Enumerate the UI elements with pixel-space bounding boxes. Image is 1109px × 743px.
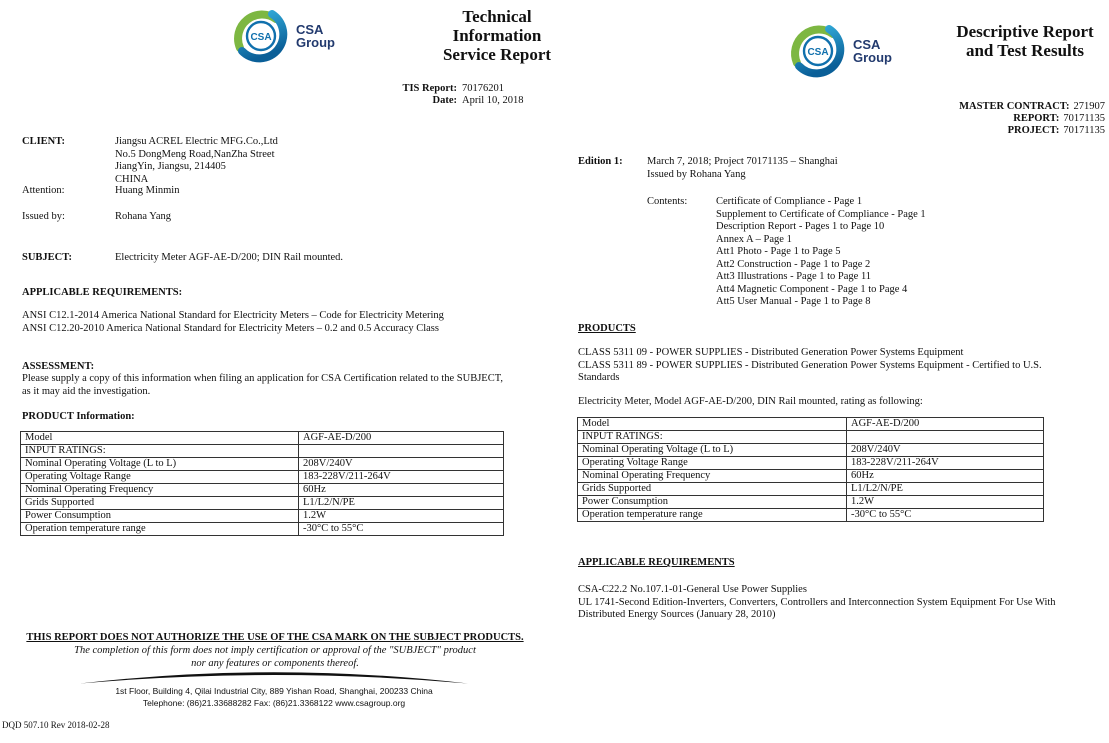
edition-label: Edition 1:	[578, 156, 623, 167]
disclaimer-bold-line: THIS REPORT DOES NOT AUTHORIZE THE USE OF THE CSA MARK ON THE SUBJECT PRODUCTS.	[26, 632, 524, 643]
subject-value: Electricity Meter AGF-AE-D/200; DIN Rail mounted.	[115, 252, 344, 263]
contents-item: Certificate of Compliance - Page 1	[716, 196, 863, 207]
issued-by-value: Rohana Yang	[115, 211, 172, 222]
contents-list	[716, 196, 926, 309]
contents-item: Att4 Magnetic Component - Page 1 to Page 4	[716, 283, 908, 295]
subject-label: SUBJECT:	[22, 252, 72, 263]
product-table-left	[20, 431, 504, 536]
table-row	[578, 444, 1043, 457]
table-cell-label: Model	[578, 418, 847, 430]
table-cell-value: 208V/240V	[303, 458, 353, 469]
table-row	[578, 431, 1043, 444]
meta-label: PROJECT:	[1007, 125, 1060, 136]
contents-label: Contents:	[647, 196, 688, 207]
requirement-line: ANSI C12.20-2010 America National Standard for Electricity Meters – 0.2 and 0.5 Accuracy Class	[22, 322, 439, 334]
issued-by-label: Issued by:	[22, 211, 65, 222]
table-cell-label: Nominal Operating Voltage (L to L)	[21, 458, 299, 470]
report-title-left	[413, 7, 581, 64]
table-row	[21, 445, 503, 458]
table-cell-label: Nominal Operating Frequency	[21, 484, 299, 496]
attention-label: Attention:	[22, 185, 65, 196]
contents-item: Annex A – Page 1	[716, 233, 792, 245]
table-cell-value: -30°C to 55°C	[851, 509, 912, 520]
table-cell-value	[847, 431, 1043, 443]
footer-line: Telephone: (86)21.33688282 Fax: (86)21.3368122 www.csagroup.org	[142, 697, 406, 708]
doc-reference: DQD 507.10 Rev 2018-02-28	[2, 720, 110, 730]
report-title-line: Technical	[462, 7, 532, 26]
table-row	[21, 523, 503, 535]
table-row	[21, 458, 503, 471]
disclaimer-italic-lines	[20, 645, 530, 670]
report-meta-right	[905, 101, 1105, 137]
table-cell-label: Power Consumption	[21, 510, 299, 522]
meta-label: MASTER CONTRACT:	[959, 101, 1070, 112]
table-row	[21, 510, 503, 523]
client-address-line: No.5 DongMeng Road,NanZha Street	[115, 148, 275, 160]
table-cell-label: Power Consumption	[578, 496, 847, 508]
table-row	[21, 432, 503, 445]
footer-address	[62, 686, 486, 709]
brand-line: Group	[296, 35, 335, 50]
meta-row	[905, 125, 1105, 137]
table-row	[21, 497, 503, 510]
report-meta-left	[362, 83, 562, 107]
table-cell-value: AGF-AE-D/200	[303, 432, 372, 443]
client-address-line: CHINA	[115, 173, 149, 185]
table-cell-label: INPUT RATINGS:	[21, 445, 299, 457]
assessment-heading: ASSESSMENT:	[22, 361, 95, 372]
table-cell-value: L1/L2/N/PE	[851, 483, 903, 494]
products-line: CLASS 5311 89 - POWER SUPPLIES - Distributed Generation Power Systems Equipment - Certified to U.S.	[578, 359, 1042, 371]
table-cell-label: Model	[21, 432, 299, 444]
table-cell-value	[299, 445, 503, 457]
table-row	[21, 484, 503, 497]
meta-value: 70171135	[1063, 113, 1105, 124]
table-row	[578, 496, 1043, 509]
table-cell-label: Grids Supported	[578, 483, 847, 495]
contents-item: Att2 Construction - Page 1 to Page 2	[716, 258, 871, 270]
footer-line: 1st Floor, Building 4, Qilai Industrial City, 889 Yishan Road, Shanghai, 200233 China	[115, 686, 433, 696]
csa-logo	[231, 7, 335, 65]
assessment-line: Please supply a copy of this information when filing an application for CSA Certification related to the SUBJECT,	[22, 373, 503, 384]
client-address-line: Jiangsu ACREL Electric MFG.Co.,Ltd	[115, 136, 278, 147]
table-cell-value: L1/L2/N/PE	[303, 497, 355, 508]
meta-value: 70171135	[1063, 125, 1105, 136]
table-row	[578, 418, 1043, 431]
table-row	[578, 470, 1043, 483]
table-cell-value: 1.2W	[303, 510, 327, 521]
csa-logo	[788, 22, 892, 80]
products-heading: PRODUCTS	[578, 323, 636, 334]
csa-monogram: CSA	[250, 32, 272, 43]
meta-label: REPORT:	[1013, 113, 1060, 124]
applicable-requirements-lines-right	[578, 584, 1088, 622]
table-cell-value: 60Hz	[851, 470, 874, 481]
table-cell-label: Operating Voltage Range	[21, 471, 299, 483]
edition-lines	[647, 156, 838, 181]
table-cell-label: Nominal Operating Voltage (L to L)	[578, 444, 847, 456]
product-information-heading: PRODUCT Information:	[22, 411, 135, 422]
table-cell-label: INPUT RATINGS:	[578, 431, 847, 443]
table-cell-value: 60Hz	[303, 484, 326, 495]
table-row	[21, 471, 503, 484]
client-address	[115, 136, 278, 186]
requirement-line: UL 1741-Second Edition-Inverters, Converters, Controllers and Interconnection System Equipment For Use With	[578, 596, 1056, 608]
disclaimer-line: nor any features or components thereof.	[191, 657, 359, 669]
meta-value: 70176201	[462, 83, 504, 94]
requirement-line: CSA-C22.2 No.107.1-01-General Use Power Supplies	[578, 584, 807, 595]
requirement-line: Distributed Energy Sources (January 28, 2010)	[578, 609, 776, 620]
assessment-line: as it may aid the investigation.	[22, 385, 151, 397]
contents-item: Att3 Illustrations - Page 1 to Page 11	[716, 271, 872, 282]
report-title-line: Information	[452, 26, 542, 45]
table-cell-label: Operating Voltage Range	[578, 457, 847, 469]
contents-item: Description Report - Pages 1 to Page 10	[716, 221, 885, 232]
products-lines	[578, 347, 1083, 385]
report-title-right	[942, 22, 1108, 60]
meta-label: TIS Report:	[402, 83, 457, 94]
table-cell-label: Nominal Operating Frequency	[578, 470, 847, 482]
product-table-right	[577, 417, 1044, 522]
applicable-requirements-heading-right: APPLICABLE REQUIREMENTS	[578, 557, 735, 568]
brand-line: Group	[853, 50, 892, 65]
report-title-line: Service Report	[442, 45, 552, 64]
table-row	[578, 457, 1043, 470]
table-row	[578, 509, 1043, 521]
rating-intro: Electricity Meter, Model AGF-AE-D/200, DIN Rail mounted, rating as following:	[578, 396, 923, 407]
edition-line: Issued by Rohana Yang	[647, 168, 746, 180]
contents-item: Supplement to Certificate of Compliance - Page 1	[716, 208, 926, 220]
table-cell-label: Operation temperature range	[578, 509, 847, 521]
footer-swoosh-icon	[78, 670, 470, 686]
brand-line: CSA	[853, 36, 881, 52]
meta-value: April 10, 2018	[462, 95, 524, 106]
applicable-requirements-heading-left: APPLICABLE REQUIREMENTS:	[22, 287, 183, 298]
contents-item: Att5 User Manual - Page 1 to Page 8	[716, 296, 871, 307]
disclaimer-line: The completion of this form does not imply certification or approval of the "SUBJECT" product	[74, 645, 476, 656]
table-cell-label: Grids Supported	[21, 497, 299, 509]
edition-line: March 7, 2018; Project 70171135 – Shanghai	[647, 156, 838, 167]
csa-logo-icon	[231, 7, 291, 65]
table-cell-value: 183-228V/211-264V	[851, 457, 939, 468]
csa-logo-icon	[788, 22, 848, 80]
table-cell-value: 1.2W	[851, 496, 875, 507]
csa-monogram: CSA	[807, 47, 829, 58]
contents-item: Att1 Photo - Page 1 to Page 5	[716, 246, 841, 257]
table-cell-value: 208V/240V	[851, 444, 901, 455]
products-line: Standards	[578, 372, 620, 383]
meta-row	[905, 113, 1105, 125]
assessment-lines	[22, 373, 532, 398]
report-title-line: Descriptive Report	[956, 22, 1094, 41]
brand-line: CSA	[296, 21, 324, 37]
table-cell-label: Operation temperature range	[21, 523, 299, 535]
table-cell-value: 183-228V/211-264V	[303, 471, 391, 482]
requirement-line: ANSI C12.1-2014 America National Standard for Electricity Meters – Code for Electricity Metering	[22, 310, 444, 321]
applicable-requirements-lines-left	[22, 310, 532, 335]
client-label: CLIENT:	[22, 136, 65, 147]
products-line: CLASS 5311 09 - POWER SUPPLIES - Distributed Generation Power Systems Equipment	[578, 347, 964, 358]
meta-label: Date:	[432, 95, 457, 106]
client-address-line: JiangYin, Jiangsu, 214405	[115, 161, 226, 172]
table-cell-value: AGF-AE-D/200	[851, 418, 920, 429]
attention-value: Huang Minmin	[115, 185, 180, 196]
meta-value: 271907	[1073, 101, 1105, 112]
report-title-line: and Test Results	[965, 41, 1085, 60]
meta-row	[905, 101, 1105, 113]
csa-brand-text	[296, 23, 335, 50]
table-cell-value: -30°C to 55°C	[303, 523, 364, 534]
csa-brand-text	[853, 38, 892, 65]
table-row	[578, 483, 1043, 496]
